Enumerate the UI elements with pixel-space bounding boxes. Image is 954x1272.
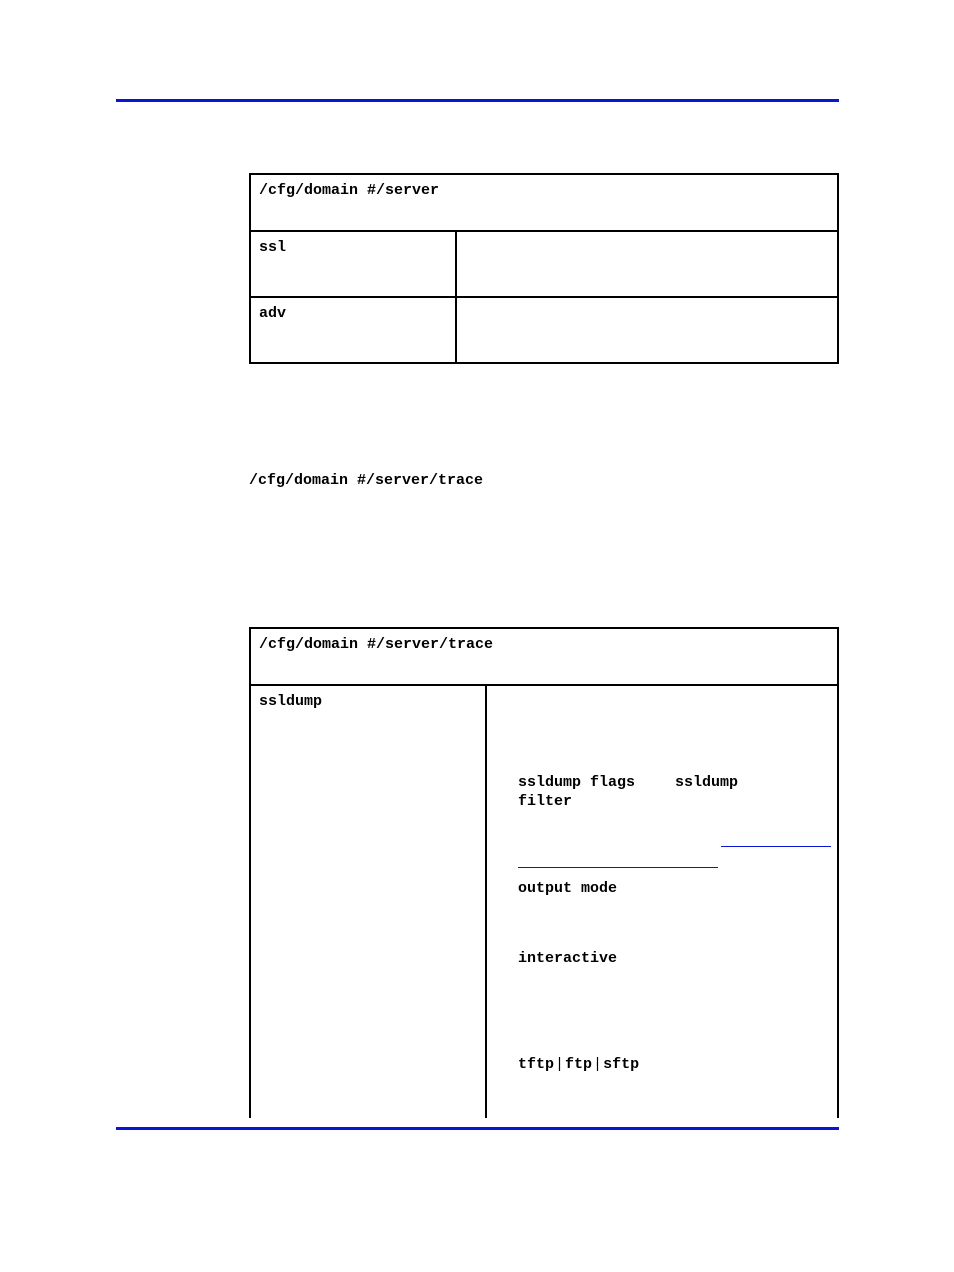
sftp-option: sftp (603, 1056, 640, 1073)
menu-path: /cfg/domain #/server/trace (249, 472, 484, 489)
protocol-options (518, 1056, 639, 1073)
table-header (250, 174, 838, 231)
separator: | (593, 1056, 603, 1073)
filter-term: filter (518, 793, 573, 810)
ssldump-term: ssldump (675, 774, 739, 791)
cross-reference-link-continued[interactable] (518, 867, 718, 868)
description-cell (456, 231, 838, 297)
trace-menu-table (249, 627, 839, 1118)
footer-rule (116, 1127, 839, 1130)
interactive-term: interactive (518, 950, 618, 967)
ftp-option: ftp (565, 1056, 593, 1073)
ssldump-flags-term: ssldump flags (518, 774, 636, 791)
header-rule (116, 99, 839, 102)
description-cell (486, 685, 838, 1118)
cross-reference-link[interactable] (721, 846, 831, 847)
server-menu-table (249, 173, 839, 364)
tftp-option: tftp (518, 1056, 555, 1073)
table-header-path: /cfg/domain #/server/trace (259, 636, 494, 653)
table-row (250, 297, 838, 363)
command-ssl: ssl (259, 239, 287, 256)
description-cell (456, 297, 838, 363)
command-adv: adv (259, 305, 287, 322)
table-header (250, 628, 838, 685)
table-row (250, 685, 838, 1118)
output-mode-term: output mode (518, 880, 618, 897)
table-header-path: /cfg/domain #/server (259, 182, 440, 199)
command-ssldump: ssldump (259, 693, 323, 710)
table-row (250, 231, 838, 297)
separator: | (555, 1056, 565, 1073)
